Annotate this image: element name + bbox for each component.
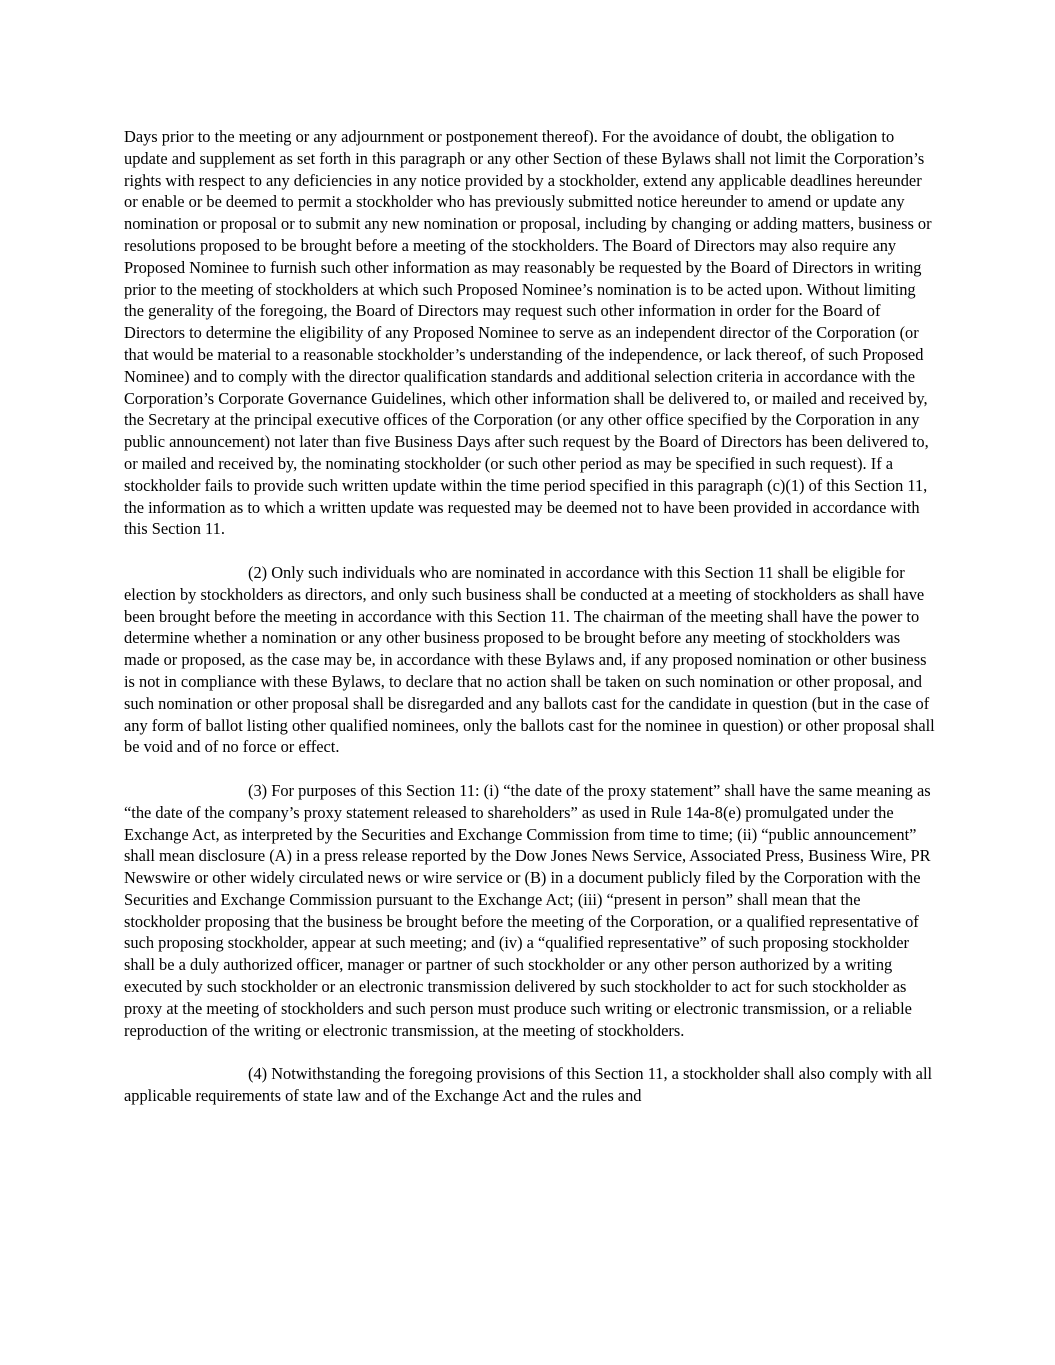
document-page — [124, 126, 936, 1129]
paragraph-3: (3) For purposes of this Section 11: (i) “the date of the proxy statement” shall have the same meaning as “the date of the company’s proxy statement released to shareholders” as used in Rule 14a-8(e) promulgated under the Exchange Act, as interpreted by the Securities and Exchange Commission from time to time; (ii) “public announcement” shall mean disclosure (A) in a press release reported by the Dow Jones News Service, Associated Press, Business Wire, PR Newswire or other widely circulated news or wire service or (B) in a document publicly filed by the Corporation with the Securities and Exchange Commission pursuant to the Exchange Act; (iii) “present in person” shall mean that the stockholder proposing that the business be brought before the meeting of the Corporation, or a qualified representative of such proposing stockholder, appear at such meeting; and (iv) a “qualified representative” of such proposing stockholder shall be a duly authorized officer, manager or partner of such stockholder or any other person authorized by a writing executed by such stockholder or an electronic transmission delivered by such stockholder to act for such stockholder as proxy at the meeting of stockholders and such person must produce such writing or electronic transmission, or a reliable reproduction of the writing or electronic transmission, at the meeting of stockholders. — [124, 780, 931, 1040]
paragraph-4: (4) Notwithstanding the foregoing provisions of this Section 11, a stockholder shall also comply with all applicable requirements of state law and of the Exchange Act and the rules and — [124, 1064, 933, 1106]
paragraph-2: (2) Only such individuals who are nominated in accordance with this Section 11 shall be eligible for election by stockholders as directors, and only such business shall be conducted at a meeting of stockholders as shall have been brought before the meeting in accordance with this Section 11. The chairman of the meeting shall have the power to determine whether a nomination or any other business proposed to be brought before any meeting of stockholders was made or proposed, as the case may be, in accordance with these Bylaws and, if any proposed nomination or other business is not in compliance with these Bylaws, to declare that no action shall be taken on such nomination or other proposal, and such nomination or other proposal shall be disregarded and any ballots cast for the candidate in question (but in the case of any form of ballot listing other qualified nominees, only the ballots cast for the nominee in question) or other proposal shall be void and of no force or effect. — [124, 562, 935, 757]
paragraph-continuation: Days prior to the meeting or any adjournment or postponement thereof). For the avoidance of doubt, the obligation to update and supplement as set forth in this paragraph or any other Section of these Bylaws shall not limit the Corporation’s rights with respect to any deficiencies in any notice provided by a stockholder, extend any applicable deadlines hereunder or enable or be deemed to permit a stockholder who has previously submitted notice hereunder to amend or update any nomination or proposal or to submit any new nomination or proposal, including by changing or adding matters, business or resolutions proposed to be brought before a meeting of the stockholders. The Board of Directors may also require any Proposed Nominee to furnish such other information as may reasonably be requested by the Board of Directors in writing prior to the meeting of stockholders at which such Proposed Nominee’s nomination is to be acted upon. Without limiting the generality of the foregoing, the Board of Directors may request such other information in order for the Board of Directors to determine the eligibility of any Proposed Nominee to serve as an independent director of the Corporation (or that would be material to a reasonable stockholder’s understanding of the independence, or lack thereof, of such Proposed Nominee) and to comply with the director qualification standards and additional selection criteria in accordance with the Corporation’s Corporate Governance Guidelines, which other information shall be delivered to, or mailed and received by, the Secretary at the principal executive offices of the Corporation (or any other office specified by the Corporation in any public announcement) not later than five Business Days after such request by the Board of Directors has been delivered to, or mailed and received by, the nominating stockholder (or such other period as may be specified in such request). If a stockholder fails to provide such written update within the time period specified in this paragraph (c)(1) of this Section 11, the information as to which a written update was requested may be deemed not to have been provided in accordance with this Section 11. — [124, 127, 932, 539]
